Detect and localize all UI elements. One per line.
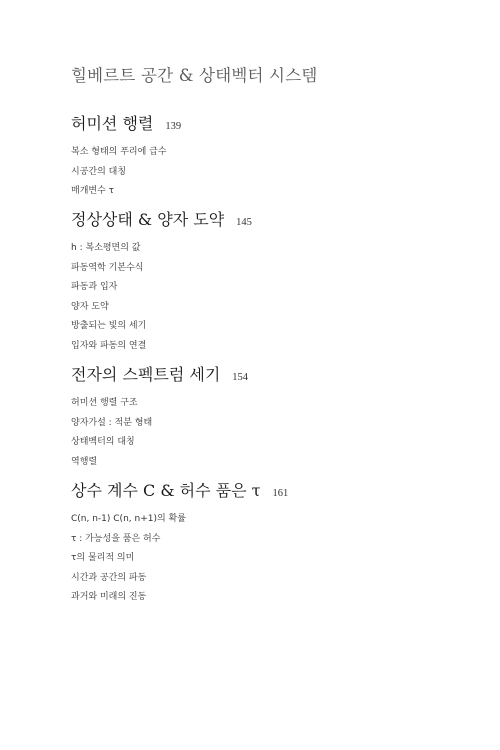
chapter-heading — [71, 111, 471, 134]
chapter-heading — [71, 362, 471, 385]
chapter-title: 허미션 행렬 — [71, 114, 154, 133]
chapter-heading — [71, 478, 471, 501]
chapter-item-list — [71, 146, 471, 205]
list-item: 허미션 행렬 구조 — [71, 398, 138, 408]
list-item: 입자와 파동의 연결 — [71, 340, 147, 351]
chapter-heading — [71, 207, 471, 230]
list-item: 파동역학 기본수식 — [71, 262, 144, 273]
list-item: 파동과 입자 — [71, 282, 118, 292]
chapter-2 — [71, 207, 471, 359]
chapter-title: 전자의 스펙트럼 세기 — [71, 365, 221, 384]
list-item: 상태벡터의 대칭 — [71, 437, 135, 447]
chapter-page-number: 139 — [165, 121, 182, 132]
list-item: τ의 물리적 의미 — [71, 553, 135, 563]
chapter-page-number: 161 — [272, 488, 289, 499]
list-item: 복소 형태의 푸리에 급수 — [71, 147, 167, 157]
chapter-3 — [71, 362, 471, 475]
chapter-page-number: 145 — [236, 217, 252, 228]
list-item: τ : 가능성을 품은 허수 — [71, 533, 161, 544]
chapter-1 — [71, 111, 471, 205]
chapter-4 — [71, 478, 471, 611]
chapter-item-list — [71, 513, 471, 611]
chapter-title: 상수 계수 C & 허수 품은 τ — [71, 481, 261, 500]
list-item: 시간과 공간의 파동 — [71, 572, 147, 583]
chapter-item-list — [71, 397, 471, 475]
part-title: 힐베르트 공간 & 상태벡터 시스템 — [71, 66, 318, 85]
list-item: C(n, n-1) C(n, n+1)의 확률 — [71, 514, 186, 524]
chapter-title: 정상상태 & 양자 도약 — [71, 210, 225, 229]
list-item: 매개변수 τ — [71, 186, 115, 196]
list-item: h : 복소평면의 값 — [71, 243, 141, 253]
chapter-page-number: 154 — [232, 372, 249, 383]
list-item: 양자 도약 — [71, 301, 109, 312]
list-item: 양자가설 : 적분 형태 — [71, 417, 153, 428]
list-item: 과거와 미래의 진동 — [71, 592, 147, 602]
chapter-item-list — [71, 242, 471, 359]
list-item: 역행렬 — [71, 456, 98, 467]
list-item: 방출되는 빛의 세기 — [71, 321, 147, 331]
list-item: 시공간의 대칭 — [71, 166, 127, 177]
